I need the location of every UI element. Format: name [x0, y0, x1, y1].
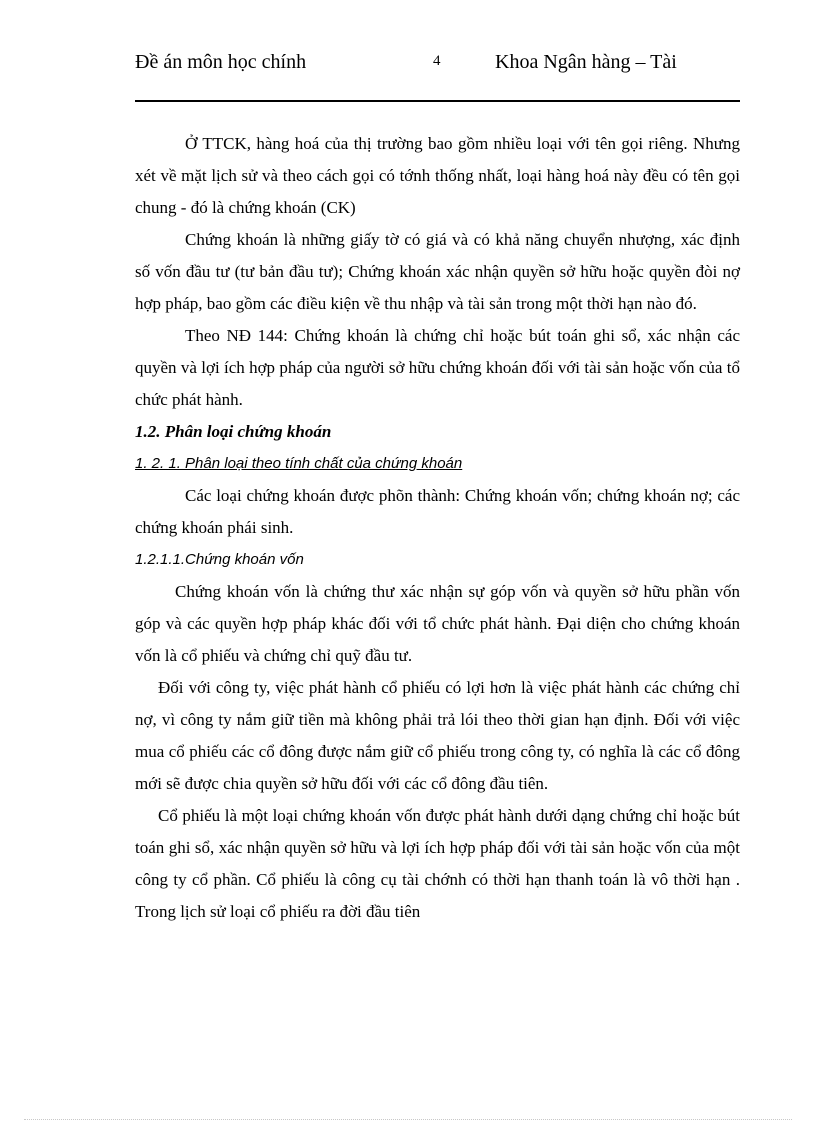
paragraph-shares: Cổ phiếu là một loại chứng khoán vốn được phát hành dưới dạng chứng chỉ hoặc bút toán ghi sổ, xác nhận quyền sở hữu và lợi ích hợp pháp đối với tài sản hoặc vốn của một công ty cổ phần. Cổ phiếu là công cụ tài chớnh có thời hạn thanh toán là vô thời hạn . Trong lịch sử loại cổ phiếu ra đời đầu tiên	[135, 806, 740, 921]
paragraph-decree-144: Theo NĐ 144: Chứng khoán là chứng chỉ hoặc bút toán ghi sổ, xác nhận các quyền và lợi ích hợp pháp của người sở hữu chứng khoán đối với tài sản hoặc vốn của tổ chức phát hành.	[135, 326, 740, 409]
header-faculty: Khoa Ngân hàng – Tài	[495, 51, 677, 73]
page-header	[135, 46, 740, 102]
paragraph-company-issuance: Đối với công ty, việc phát hành cổ phiếu có lợi hơn là việc phát hành các chứng chỉ nợ, vì công ty nắm giữ tiền mà không phải trả lói theo thời gian hạn định. Đối với việc mua cổ phiếu các cổ đông được nắm giữ cổ phiếu trong công ty, có nghĩa là các cổ đông mới sẽ được chia quyền sở hữu đối với các cổ đông đầu tiên.	[135, 678, 740, 793]
header-course-title: Đề án môn học chính	[135, 51, 307, 73]
paragraph-equity-securities: Chứng khoán vốn là chứng thư xác nhận sự góp vốn và quyền sở hữu phần vốn góp và các quyền hợp pháp khác đối với tổ chức phát hành. Đại diện cho chứng khoán vốn là cổ phiếu và chứng chỉ quỹ đầu tư.	[135, 582, 740, 665]
paragraph-securities-goods: Ở TTCK, hàng hoá của thị trường bao gồm nhiều loại với tên gọi riêng. Nhưng xét về mặt lịch sử và theo cách gọi có tớnh thống nhất, loại hàng hoá này đều có tên gọi chung - đó là chứng khoán (CK)	[135, 134, 740, 217]
heading-1-2-1-1: 1.2.1.1.Chứng khoán vốn	[135, 551, 304, 568]
heading-1-2-1: 1. 2. 1. Phân loại theo tính chất của chứng khoán	[135, 455, 463, 472]
footer-divider	[24, 1119, 792, 1120]
page-number: 4	[433, 53, 441, 69]
paragraph-classification: Các loại chứng khoán được phõn thành: Chứng khoán vốn; chứng khoán nợ; các chứng khoán phái sinh.	[135, 486, 740, 537]
heading-1-2: 1.2. Phân loại chứng khoán	[135, 422, 332, 441]
document-body	[135, 128, 740, 928]
paragraph-securities-definition: Chứng khoán là những giấy tờ có giá và có khả năng chuyển nhượng, xác định số vốn đầu tư (tư bản đầu tư); Chứng khoán xác nhận quyền sở hữu hoặc quyền đòi nợ hợp pháp, bao gồm các điều kiện về thu nhập và tài sản trong một thời hạn nào đó.	[135, 230, 740, 313]
